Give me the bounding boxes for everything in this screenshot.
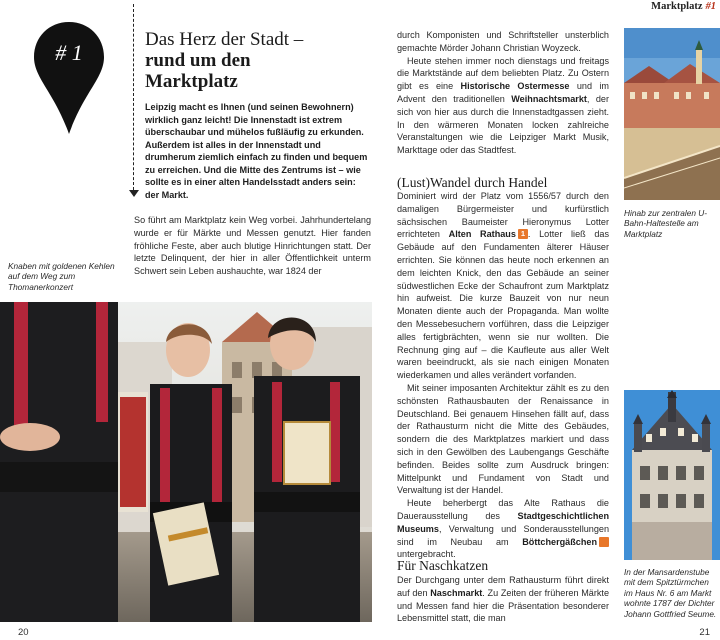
photo-marktplatz-subway	[624, 28, 720, 200]
pin-label: # 1	[55, 40, 83, 65]
left-paragraph: So führt am Marktplatz kein Weg vorbei. Jahrhundertelang wurde er für Märkte und Messen genutzt. Hier fanden fröhliche Feste, aber auch blutige Hinrichtungen statt. Der letzte Delinquent, der hier in aller Öffentlichkeit unterm Schwert sein Leben aushauchte, war 1824 der	[134, 215, 371, 277]
section-heading-lustwandel: (Lust)Wandel durch Handel	[397, 175, 548, 190]
highlight-museum: Stadtgeschichtlichen Museums	[397, 510, 609, 534]
paragraph-rathaus	[397, 190, 609, 382]
paragraph-architecture: Mit seiner imposanten Architektur zählt es zu den schönsten Rathausbauten der Renaissance in Deutschland. Bei genauem Hinsehen fällt auf, dass der Rathausturm nicht die Mitte des Gebäudes, sondern die des Marktplatzes markiert und dass sich in den Gewölben des Laubengangs Geschäfte befinden. Beides sollte zum Ausdruck bringen: Mittelpunkt und Fundament von Stadt und Verwaltung ist der Handel.	[397, 382, 609, 496]
page-number-left: 20	[18, 627, 29, 638]
map-marker-badge: 2	[599, 537, 609, 547]
text-span: und im Advent den traditionellen	[397, 81, 609, 104]
highlight-weihnachtsmarkt: Weihnachtsmarkt	[511, 93, 587, 104]
text-span: . Lotter ließ das Gebäude auf den Fundamenten älterer Häuser errichten. Sie können das heute noch erkennen an dem leichten Knick, den das Gebäude an seiner südwestlichen Ecke der Schaufront zum Marktplatz hin aufweist. Die kurze Bauzeit von nur neun Monaten diente auch der Propaganda. Man wollte den Messebesuchern vorführen, dass die Leipziger alles fertigbrächten, wenn sie nur wollten. Die Rechnung ging auf – die Kaufleute aus aller Welt waren beeindruckt, als sie nach einigen Monaten wiederkamen und alles verändert vorfanden.	[397, 229, 609, 381]
title-line-2: rund um den	[145, 50, 251, 71]
paragraph-woyzeck: durch Komponisten und Schriftsteller unsterblich gemachte Mörder Johann Christian Woyzeck.	[397, 30, 609, 53]
map-pin-icon	[32, 20, 106, 136]
highlight-ostermesse: Historische Ostermesse	[460, 81, 570, 92]
text-span: untergebracht.	[397, 549, 456, 560]
paragraph-museum	[397, 497, 614, 561]
section-header	[651, 1, 716, 12]
title-line-3: Marktplatz	[145, 71, 238, 92]
caption-seume-house: In der Mansardenstube mit dem Spitztürmchen im Haus Nr. 6 am Markt wohnte 1787 der Dichter Johann Gottfried Seume.	[624, 567, 717, 619]
highlight-boettchergaesschen: Böttchergäßchen	[522, 536, 597, 547]
section-heading-naschkatzen: Für Naschkatzen	[397, 558, 489, 573]
text-span: , der sich von hier aus durch die Innenstadtgassen zieht. In den wärmeren Monaten locken zahlreiche Veranstaltungen wie die Leipziger Markt Musik, Markttage oder das Stadtfest.	[397, 93, 609, 156]
section-name: Marktplatz	[651, 1, 703, 12]
highlight-altes-rathaus: Alten Rathaus	[448, 229, 516, 240]
right-column-top	[397, 29, 609, 157]
photo-seume-house	[624, 390, 720, 560]
right-column-middle	[397, 190, 614, 561]
section-number: #1	[705, 1, 716, 12]
caption-choir: Knaben mit goldenen Kehlen auf dem Weg zum Thomanerkonzert	[8, 261, 115, 292]
chapter-title	[145, 29, 360, 92]
caption-subway: Hinab zur zentralen U-Bahn-Haltestelle am Marktplatz	[624, 208, 708, 239]
text-span: Dominiert wird der Platz vom 1556/57 durch den damaligen Bürgermeister und kurfürstlich sächsischen Baumeister Hieronymus Lotter errichteten	[397, 191, 609, 240]
photo-choir-boys	[0, 302, 372, 622]
paragraph-naschmarkt	[397, 574, 609, 625]
text-span: , Verwaltung und Sonderausstellungen sind im Neubau am	[397, 523, 609, 547]
text-span: Der Durchgang unter dem Rathausturm führt direkt auf den	[397, 575, 609, 598]
paragraph-markets	[397, 55, 609, 157]
highlight-naschmarkt: Naschmarkt	[430, 587, 483, 598]
right-column-bottom	[397, 574, 609, 625]
title-line-1: Das Herz der Stadt –	[145, 29, 304, 50]
text-span: Heute stehen immer noch dienstags und freitags die Marktstände auf dem beliebten Platz. Zu Ostern gibt es eine	[397, 55, 609, 92]
text-span: . Zu Zeiten der früheren Märkte und Messen fand hier die Präsentation besonderer Lebensmittel statt, die man	[397, 587, 609, 624]
map-marker-badge: 1	[518, 229, 528, 239]
intro-paragraph: Leipzig macht es Ihnen (und seinen Bewohnern) wirklich ganz leicht! Die Innenstadt ist extrem überschaubar und mühelos fußläufig zu erkunden. Außerdem ist alles in der Innenstadt und drumherum ziemlich einfach zu finden und bequem zu erreichen. Und die Mitte des Zentrums ist – wie sollte es in einer alten Handelsstadt anders sein: der Markt.	[145, 102, 368, 200]
text-span: Heute beherbergt das Alte Rathaus die Dauerausstellung des	[397, 498, 609, 521]
page-number-right: 21	[699, 627, 710, 638]
arrow-down-icon	[129, 190, 139, 197]
dashed-divider	[133, 4, 134, 190]
